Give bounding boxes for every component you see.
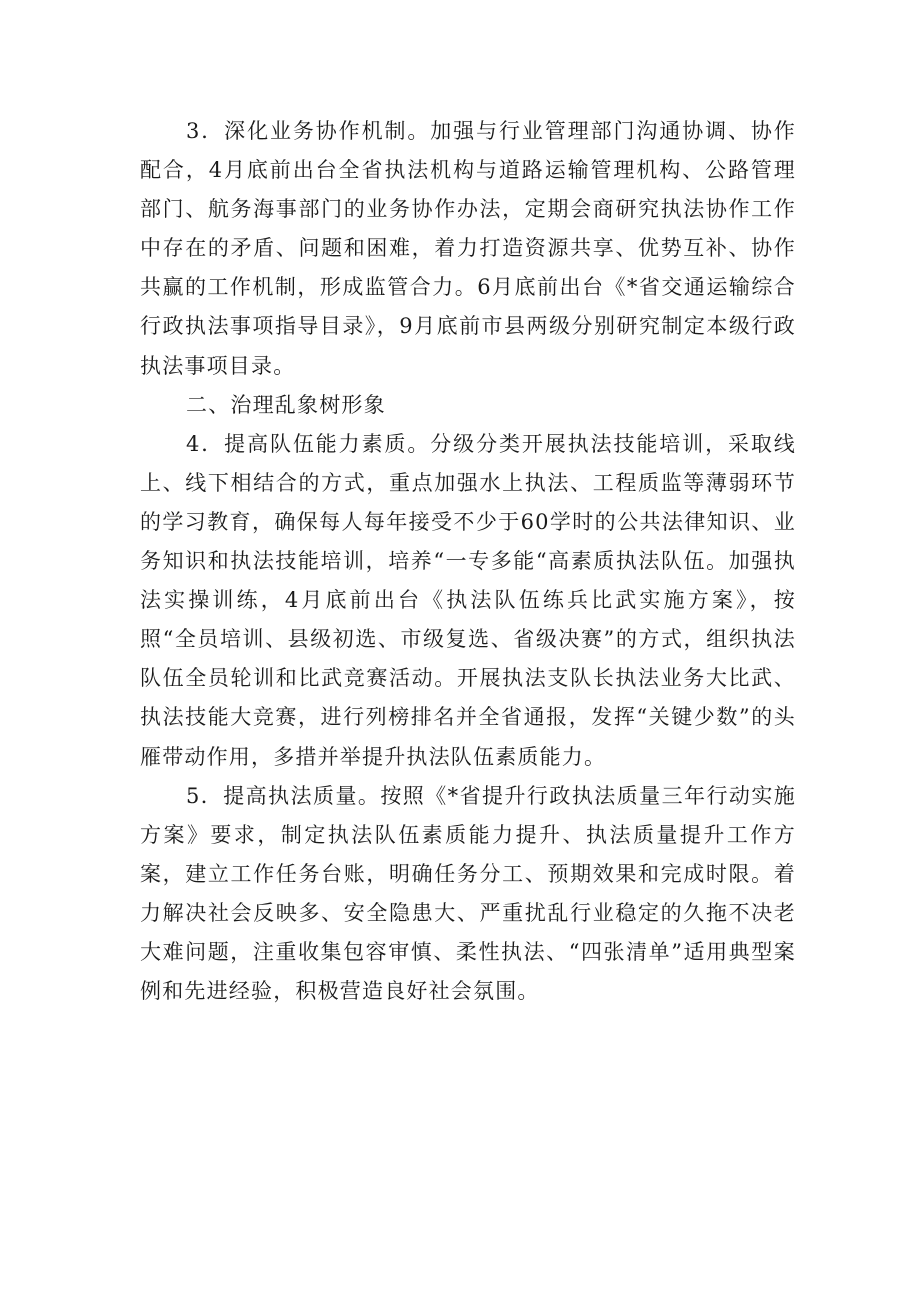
document-page <box>140 112 796 1011</box>
paragraph-4-team-capability: 4．提高队伍能力素质。分级分类开展执法技能培训，采取线上、线下相结合的方式，重点加强水上执法、工程质监等薄弱环节的学习教育，确保每人每年接受不少于60学时的公共法律知识、业务知识和执法技能培训，培养“一专多能“高素质执法队伍。加强执法实操训练，4月底前出台《执法队伍练兵比武实施方案》，按照“全员培训、县级初选、市级复选、省级决赛”的方式，组织执法队伍全员轮训和比武竞赛活动。开展执法支队长执法业务大比武、执法技能大竞赛，进行列榜排名并全省通报，发挥“关键少数”的头雁带动作用，多措并举提升执法队伍素质能力。 <box>140 431 796 769</box>
section-heading-2: 二、治理乱象树形象 <box>186 392 386 417</box>
paragraph-3-business-cooperation: 3．深化业务协作机制。加强与行业管理部门沟通协调、协作配合，4月底前出台全省执法机构与道路运输管理机构、公路管理部门、航务海事部门的业务协作办法，定期会商研究执法协作工作中存在的矛盾、问题和困难，着力打造资源共享、优势互补、协作共赢的工作机制，形成监管合力。6月底前出台《*省交通运输综合行政执法事项指导目录》，9月底前市县两级分别研究制定本级行政执法事项目录。 <box>140 119 796 378</box>
paragraph-5-enforcement-quality: 5．提高执法质量。按照《*省提升行政执法质量三年行动实施方案》要求，制定执法队伍素质能力提升、执法质量提升工作方案，建立工作任务台账，明确任务分工、预期效果和完成时限。着力解决社会反映多、安全隐患大、严重扰乱行业稳定的久拖不决老大难问题，注重收集包容审慎、柔性执法、“四张清单”适用典型案例和先进经验，积极营造良好社会氛围。 <box>140 783 796 1004</box>
